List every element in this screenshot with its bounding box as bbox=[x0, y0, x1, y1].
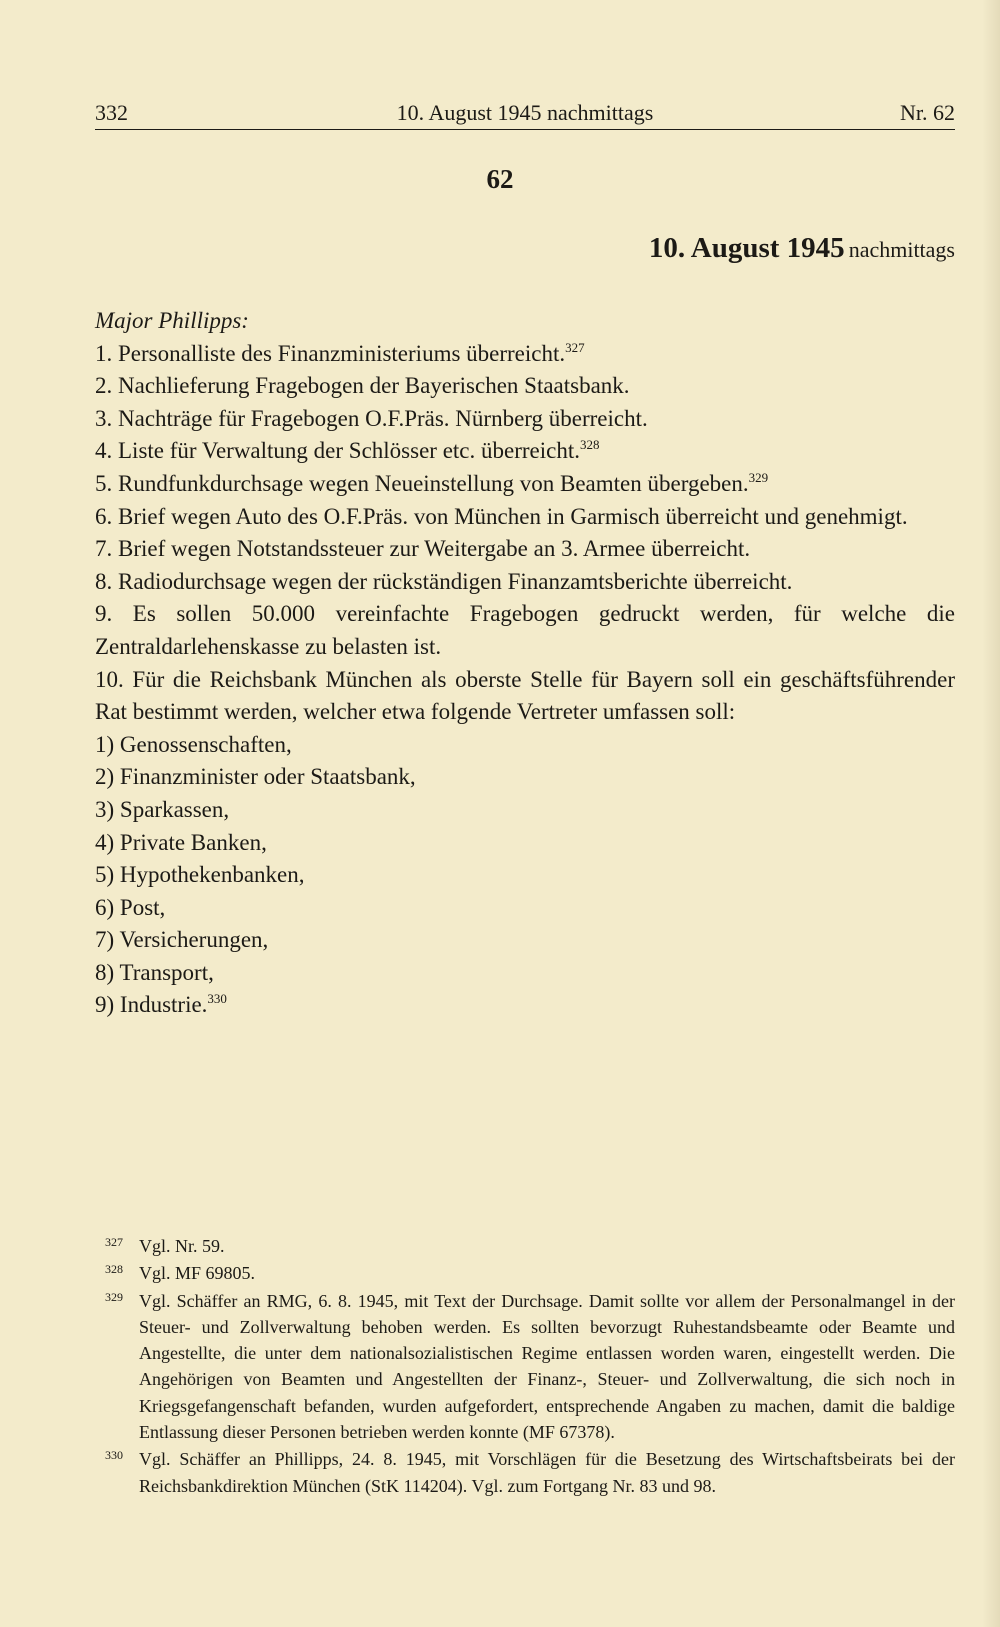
running-title: 10. August 1945 nachmittags bbox=[396, 100, 654, 125]
minutes-item-text: 6. Brief wegen Auto des O.F.Präs. von München in Garmisch überreicht und genehmigt. bbox=[95, 503, 908, 529]
document-number: 62 bbox=[486, 164, 514, 194]
footnote-ref: 327 bbox=[565, 339, 585, 355]
footnotes bbox=[95, 1233, 955, 1500]
representative-item bbox=[95, 794, 955, 827]
page-number: 332 bbox=[95, 100, 128, 125]
speaker-name: Major Phillipps: bbox=[95, 308, 249, 333]
minutes-item bbox=[95, 501, 955, 534]
minutes-item bbox=[95, 533, 955, 566]
minutes-item-text: 10. Für die Reichsbank München als oberste Stelle für Bayern soll ein geschäftsführender Rat bestimmt werden, welcher etwa folgende Vertreter umfassen soll: bbox=[95, 666, 955, 725]
minutes-item-text: 9. Es sollen 50.000 vereinfachte Fragebogen gedruckt werden, für welche die Zentraldarlehenskasse zu belasten ist. bbox=[95, 601, 955, 659]
minutes-item-text: 8. Radiodurchsage wegen der rückständigen Finanzamtsberichte überreicht. bbox=[95, 568, 793, 594]
representative-item-text: 8) Transport, bbox=[95, 959, 214, 985]
footnote-number: 330 bbox=[105, 1448, 123, 1463]
representative-item bbox=[95, 859, 955, 892]
footnote bbox=[95, 1233, 955, 1259]
minutes-item bbox=[95, 566, 955, 599]
footnote-ref: 329 bbox=[748, 469, 769, 485]
minutes-item bbox=[95, 664, 955, 729]
representative-item-text: 1) Genossenschaften, bbox=[95, 731, 292, 757]
footnote-ref: 330 bbox=[207, 991, 227, 1007]
document-number-ref: Nr. 62 bbox=[900, 100, 955, 125]
body-text bbox=[95, 305, 955, 1022]
representative-item-text: 3) Sparkassen, bbox=[95, 796, 230, 822]
footnote-ref: 328 bbox=[579, 437, 600, 453]
footnote-number: 328 bbox=[105, 1262, 123, 1277]
minutes-item bbox=[95, 370, 955, 403]
minutes-item bbox=[95, 435, 955, 468]
minutes-item-list bbox=[95, 338, 955, 729]
minutes-item-text: 4. Liste für Verwaltung der Schlösser etc. überreicht. bbox=[95, 438, 580, 464]
representative-item-text: 6) Post, bbox=[95, 894, 166, 920]
representative-item bbox=[95, 989, 955, 1022]
minutes-item-text: 7. Brief wegen Notstandssteuer zur Weitergabe an 3. Armee überreicht. bbox=[95, 536, 751, 562]
minutes-item bbox=[95, 338, 955, 371]
representative-item bbox=[95, 729, 955, 762]
footnote bbox=[95, 1260, 955, 1286]
footnote-number: 329 bbox=[105, 1289, 123, 1304]
representative-item bbox=[95, 892, 955, 925]
minutes-item-text: 1. Personalliste des Finanzministeriums überreicht. bbox=[95, 340, 566, 366]
representative-item bbox=[95, 957, 955, 990]
representative-item bbox=[95, 761, 955, 794]
minutes-item-text: 3. Nachträge für Fragebogen O.F.Präs. Nürnberg überreicht. bbox=[95, 405, 648, 431]
minutes-item bbox=[95, 468, 955, 501]
representative-item bbox=[95, 924, 955, 957]
footnote-number: 327 bbox=[105, 1235, 123, 1249]
representative-item-text: 4) Private Banken, bbox=[95, 829, 267, 855]
footnote-text: Vgl. Schäffer an Phillipps, 24. 8. 1945, mit Vorschlägen für die Besetzung des Wirtschaftsbeirats bei der Reichsbankdirektion München (StK 114204). Vgl. zum Fortgang Nr. 83 und 98. bbox=[139, 1449, 955, 1496]
minutes-item bbox=[95, 598, 955, 663]
document-date: 10. August 1945 bbox=[648, 232, 845, 264]
footnote bbox=[95, 1288, 955, 1446]
footnote-text: Vgl. MF 69805. bbox=[139, 1263, 256, 1284]
representative-item-text: 9) Industrie. bbox=[95, 992, 208, 1018]
representative-item-text: 7) Versicherungen, bbox=[95, 927, 269, 953]
header-rule bbox=[95, 129, 955, 130]
footnote-text: Vgl. Schäffer an RMG, 6. 8. 1945, mit Text der Durchsage. Damit sollte vor allem der Personalmangel in der Steuer- und Zollverwaltung behoben werden. Es sollten bevorzugt Ruhestandsbeamte oder Beamte und Angestellte, die unter dem nationalsozialistischen Regime entlassen worden waren, eingestellt werden. Die Angehörigen von Beamten und Angestellten der Finanz-, Steuer- und Zollverwaltung, die sich noch in Kriegsgefangenschaft befanden, wurden aufgefordert, entsprechende Angaben zu machen, damit die baldige Entlassung dieser Personen betrieben werden konnte (MF 67378). bbox=[139, 1290, 955, 1443]
document-time: nachmittags bbox=[848, 237, 955, 262]
representative-list bbox=[95, 729, 955, 1022]
minutes-item-text: 2. Nachlieferung Fragebogen der Bayerischen Staatsbank. bbox=[95, 373, 630, 399]
minutes-item bbox=[95, 403, 955, 436]
representative-item-text: 5) Hypothekenbanken, bbox=[95, 862, 305, 888]
page-edge-shadow bbox=[982, 0, 1000, 1627]
footnote bbox=[95, 1446, 955, 1499]
footnote-text: Vgl. Nr. 59. bbox=[139, 1236, 225, 1256]
dateline bbox=[649, 232, 955, 265]
minutes-item-text: 5. Rundfunkdurchsage wegen Neueinstellung von Beamten übergeben. bbox=[95, 470, 749, 496]
representative-item-text: 2) Finanzminister oder Staatsbank, bbox=[95, 764, 416, 790]
representative-item bbox=[95, 827, 955, 860]
